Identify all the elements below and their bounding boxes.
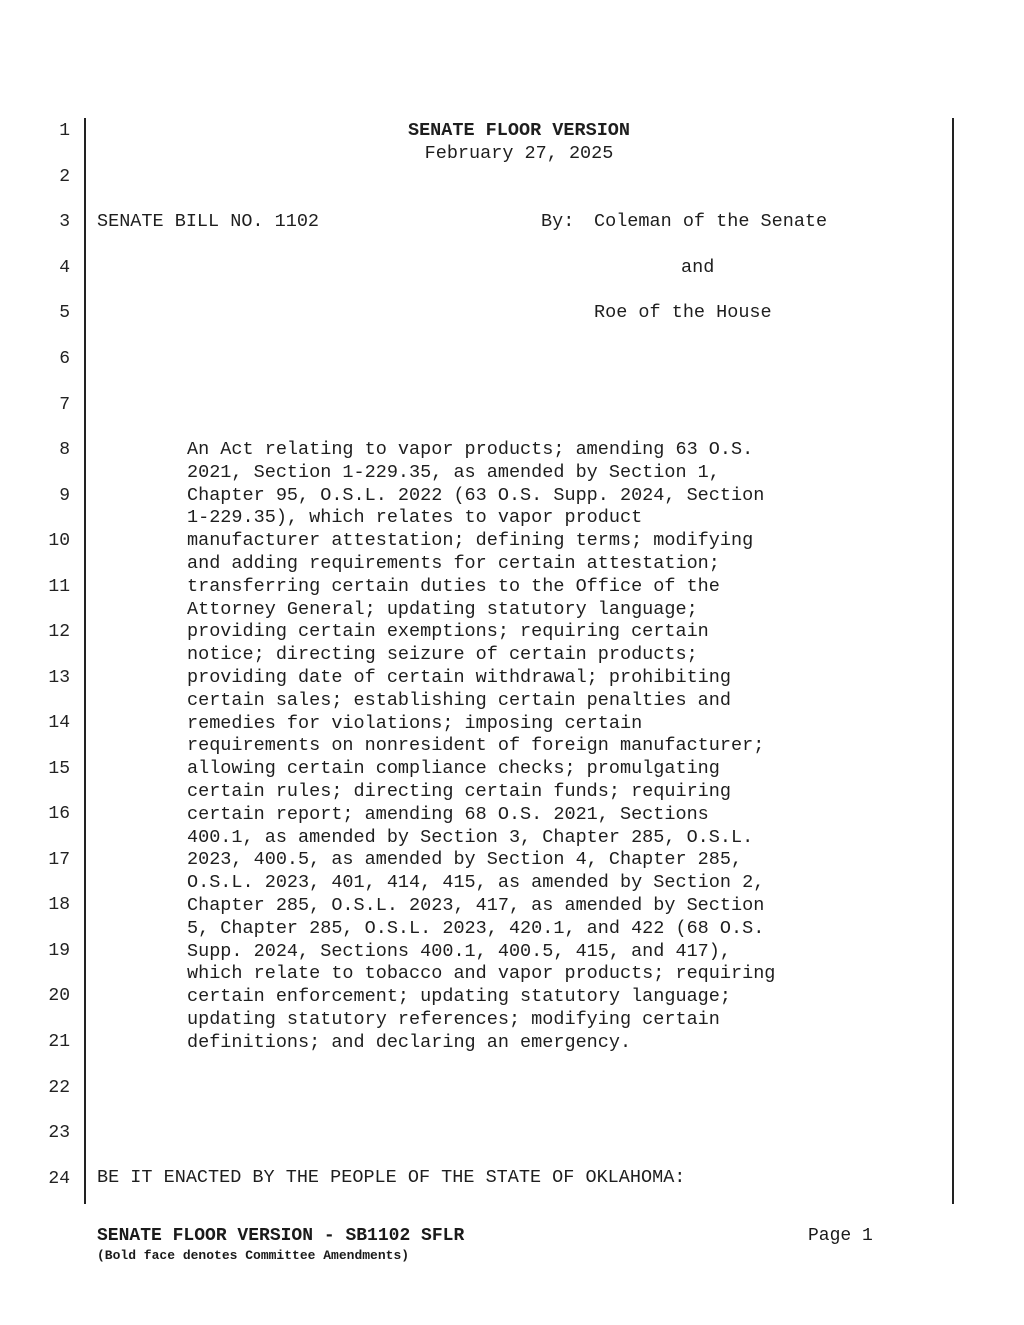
line-number: 23: [48, 1123, 70, 1143]
line-number: 1: [59, 121, 70, 141]
line-number: 18: [48, 895, 70, 915]
act-line: Chapter 95, O.S.L. 2022 (63 O.S. Supp. 2024, Section: [187, 484, 765, 506]
line-number: 21: [48, 1032, 70, 1052]
act-line: 2021, Section 1-229.35, as amended by Section 1,: [187, 461, 720, 483]
act-line: Chapter 285, O.S.L. 2023, 417, as amended by Section: [187, 894, 765, 916]
line-number: 5: [59, 303, 70, 323]
footer-title: SENATE FLOOR VERSION - SB1102 SFLR: [97, 1226, 465, 1246]
document-title: SENATE FLOOR VERSION: [407, 120, 631, 141]
bill-author: Coleman of the Senate: [594, 211, 828, 232]
line-number: 17: [48, 850, 70, 870]
line-number: 14: [48, 713, 70, 733]
act-line: notice; directing seizure of certain products;: [187, 644, 698, 666]
act-line: and adding requirements for certain attestation;: [187, 552, 720, 574]
line-number: 11: [48, 577, 70, 597]
act-line: certain sales; establishing certain penalties and: [187, 689, 731, 711]
act-line: certain rules; directing certain funds; requiring: [187, 780, 731, 802]
line-number: 16: [48, 804, 70, 824]
document-date: February 27, 2025: [424, 143, 614, 164]
act-line: definitions; and declaring an emergency.: [187, 1031, 632, 1053]
line-number: 6: [59, 349, 70, 369]
page-number: Page 1: [808, 1226, 873, 1246]
line-number: 10: [48, 531, 70, 551]
line-number: 13: [48, 668, 70, 688]
act-line: requirements on nonresident of foreign manufacturer;: [187, 735, 765, 757]
act-line: O.S.L. 2023, 401, 414, 415, as amended by Section 2,: [187, 872, 765, 894]
act-line: 1-229.35), which relates to vapor product: [187, 507, 643, 529]
act-line: manufacturer attestation; defining terms; modifying: [187, 530, 754, 552]
act-line: allowing certain compliance checks; promulgating: [187, 758, 720, 780]
act-line: transferring certain duties to the Office of the: [187, 575, 720, 597]
author-conjunction: and: [681, 257, 715, 278]
line-number: 8: [59, 440, 70, 460]
act-line: providing date of certain withdrawal; prohibiting: [187, 666, 731, 688]
bill-coauthor: Roe of the House: [594, 302, 772, 323]
act-line: which relate to tobacco and vapor products; requiring: [187, 963, 776, 985]
act-line: certain enforcement; updating statutory language;: [187, 986, 731, 1008]
line-number: 19: [48, 941, 70, 961]
act-title-block: [187, 439, 847, 1055]
line-number: 12: [48, 622, 70, 642]
left-margin-rule: [84, 118, 86, 1204]
act-line: remedies for violations; imposing certain: [187, 712, 643, 734]
line-number: 22: [48, 1078, 70, 1098]
line-number: 24: [48, 1169, 70, 1189]
enacting-clause: BE IT ENACTED BY THE PEOPLE OF THE STATE OF OKLAHOMA:: [97, 1167, 686, 1188]
act-line: Attorney General; updating statutory language;: [187, 598, 698, 620]
line-number: 15: [48, 759, 70, 779]
act-line: An Act relating to vapor products; amending 63 O.S.: [187, 439, 754, 460]
right-margin-rule: [952, 118, 954, 1204]
line-number: 20: [48, 986, 70, 1006]
act-line: Supp. 2024, Sections 400.1, 400.5, 415, and 417),: [187, 940, 731, 962]
line-number: 2: [59, 167, 70, 187]
line-number: 4: [59, 258, 70, 278]
line-number: 9: [59, 486, 70, 506]
act-line: 400.1, as amended by Section 3, Chapter 285, O.S.L.: [187, 826, 754, 848]
act-line: certain report; amending 68 O.S. 2021, Sections: [187, 803, 709, 825]
act-line: providing certain exemptions; requiring certain: [187, 621, 709, 643]
act-line: updating statutory references; modifying certain: [187, 1008, 720, 1030]
line-number: 7: [59, 395, 70, 415]
act-line: 2023, 400.5, as amended by Section 4, Chapter 285,: [187, 849, 743, 871]
act-line: 5, Chapter 285, O.S.L. 2023, 420.1, and 422 (68 O.S.: [187, 917, 765, 939]
by-label: By:: [541, 211, 575, 232]
footer-note: (Bold face denotes Committee Amendments): [97, 1248, 410, 1263]
line-number: 3: [59, 212, 70, 232]
bill-number: SENATE BILL NO. 1102: [97, 211, 320, 232]
